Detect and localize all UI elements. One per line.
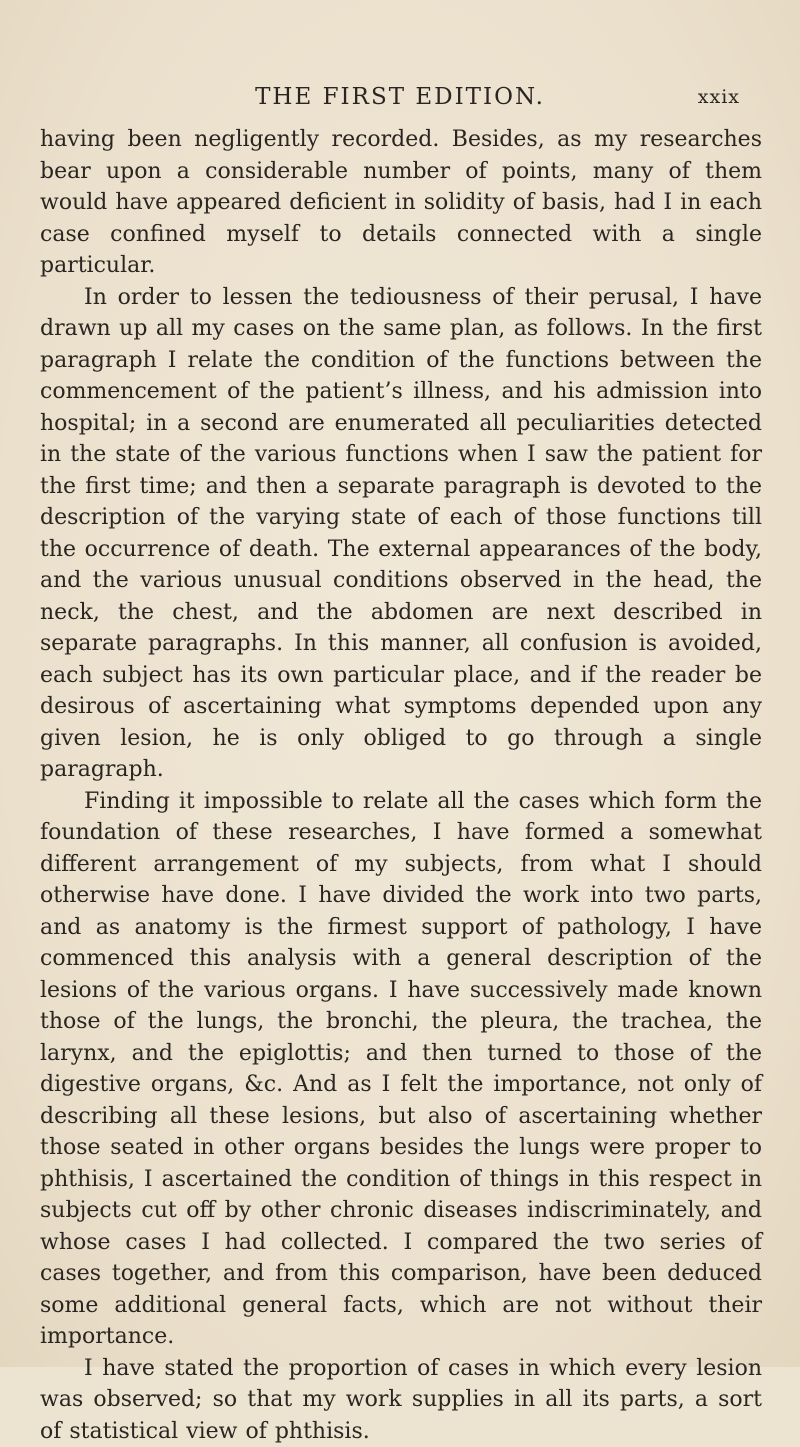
running-head <box>0 80 800 114</box>
paragraph-case-plan: In order to lessen the tediousness of their perusal, I have drawn up all my cases on the same plan, as follows. In the first paragraph I relate the condition of the functions between the commencement of the patient’s illness, and his admission into hospital; in a second are enumerated all peculiarities detected in the state of the various functions when I saw the patient for the first time; and then a separate paragraph is devoted to the description of the varying state of each of those functions till the occurrence of death. The external appearances of the body, and the various unusual conditions observed in the head, the neck, the chest, and the abdomen are next described in separate paragraphs. In this manner, all confusion is avoided, each subject has its own particular place, and if the reader be desirous of ascertaining what symptoms depended upon any given lesion, he is only obliged to go through a single paragraph. <box>40 282 762 786</box>
body-text <box>40 124 762 1447</box>
paragraph-continued: having been negligently recorded. Besides, as my researches bear upon a considerable number of points, many of them would have appeared deficient in solidity of basis, had I in each case confined myself to details connected with a single particular. <box>40 124 762 282</box>
running-title: THE FIRST EDITION. <box>0 80 800 114</box>
paragraph-proportion: I have stated the proportion of cases in which every lesion was observed; so that my work supplies in all its parts, a sort of statistical view of phthisis. <box>40 1353 762 1447</box>
paragraph-arrangement: Finding it impossible to relate all the cases which form the foundation of these researches, I have formed a somewhat different arrangement of my subjects, from what I should otherwise have done. I have divided the work into two parts, and as anatomy is the firmest support of pathology, I have commenced this analysis with a general description of the lesions of the various organs. I have successively made known those of the lungs, the bronchi, the pleura, the trachea, the larynx, and the epiglottis; and then turned to those of the digestive organs, &c. And as I felt the importance, not only of describing all these lesions, but also of ascertaining whether those seated in other organs besides the lungs were proper to phthisis, I ascertained the condition of things in this respect in subjects cut off by other chronic diseases indiscriminately, and whose cases I had collected. I compared the two series of cases together, and from this comparison, have been deduced some additional general facts, which are not without their importance. <box>40 786 762 1353</box>
page-number: xxix <box>698 80 740 114</box>
